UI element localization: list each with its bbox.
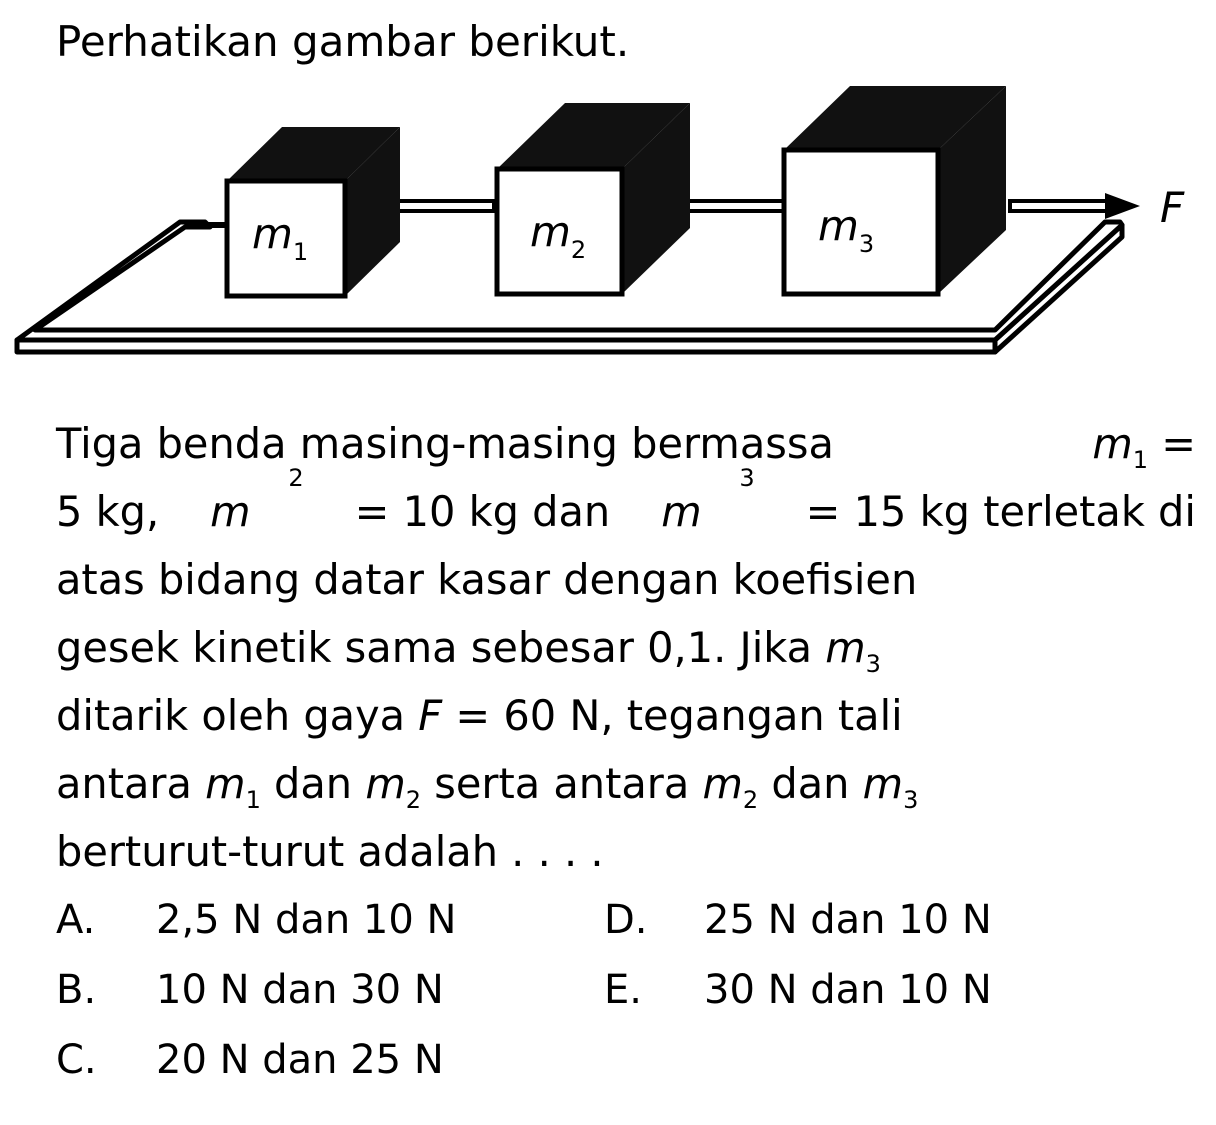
option-letter: A. (56, 897, 96, 943)
option-letter: D. (604, 897, 648, 943)
question-line-3: atas bidang datar kasar dengan koefisien (56, 555, 918, 604)
block-label-m3: $m_3$ (818, 201, 875, 258)
force-arrowhead (1105, 193, 1140, 219)
string-m1-m2 (398, 201, 494, 211)
page-title: Perhatikan gambar berikut. (56, 17, 630, 66)
option-text: 20 N dan 25 N (156, 1037, 444, 1083)
question-line-5: ditarik oleh gaya F = 60 N, tegangan tali (56, 691, 903, 740)
physics-diagram (0, 80, 1216, 380)
string-left (185, 222, 227, 228)
option-text: 2,5 N dan 10 N (156, 897, 457, 943)
option-b[interactable] (56, 960, 444, 1020)
option-text: 30 N dan 10 N (704, 967, 992, 1013)
string-m3-force (1010, 201, 1110, 211)
question-line-4: gesek kinetik sama sebesar 0,1. Jika $m_3$ (56, 623, 881, 678)
option-letter: B. (56, 967, 97, 1013)
string-m2-m3 (688, 201, 784, 211)
question-text (56, 410, 1196, 886)
option-letter: E. (604, 967, 642, 1013)
option-text: 25 N dan 10 N (704, 897, 992, 943)
option-e[interactable] (604, 960, 992, 1020)
block-label-m2: $m_2$ (530, 207, 587, 264)
block-m2 (497, 103, 690, 294)
question-line-1: Tiga benda masing-masing bermassa $m_1$ = (56, 419, 1196, 474)
question-line-7: berturut-turut adalah . . . . (56, 827, 604, 876)
force-label: F (1160, 183, 1185, 232)
option-text: 10 N dan 30 N (156, 967, 444, 1013)
option-c[interactable] (56, 1030, 444, 1090)
question-line-6: antara $m_1$ dan $m_2$ serta antara $m_2$ dan $m_3$ (56, 759, 919, 814)
block-m3 (784, 86, 1006, 294)
question-line-2: 5 kg, m 2 = 10 kg dan m 3 = 15 kg terletak di (56, 464, 1196, 536)
option-letter: C. (56, 1037, 97, 1083)
block-label-m1: $m_1$ (252, 209, 309, 266)
option-a[interactable] (56, 890, 456, 950)
option-d[interactable] (604, 890, 992, 950)
